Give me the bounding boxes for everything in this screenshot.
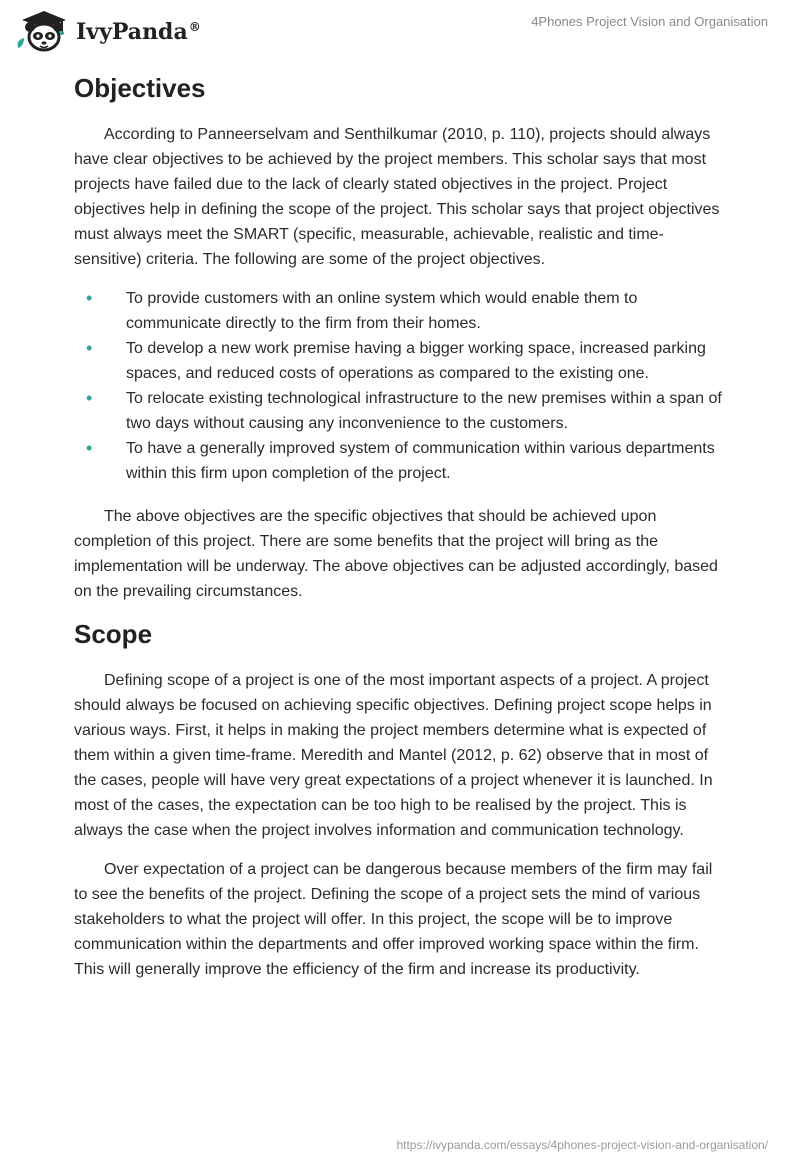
objectives-intro-paragraph: According to Panneerselvam and Senthilkumar (2010, p. 110), projects should always have clear objectives to be achieved by the project members. This scholar says that most projects have failed due to the lack of clearly stated objectives in the project. Project objectives help in defining the scope of the project. This scholar says that project objectives must always meet the SMART (specific, measurable, achievable, realistic and time-sensitive) criteria. The following are some of the project objectives. bbox=[74, 126, 720, 268]
bullet-icon: • bbox=[86, 288, 93, 308]
scope-section bbox=[74, 618, 724, 982]
article-body bbox=[74, 72, 724, 996]
source-url[interactable]: https://ivypanda.com/essays/4phones-project-vision-and-organisation/ bbox=[396, 1138, 768, 1152]
list-item: • To relocate existing technological infrastructure to the new premises within a span of two days without causing any inconvenience to the customers. bbox=[86, 388, 722, 432]
scope-paragraph-2: Over expectation of a project can be dangerous because members of the firm may fail to see the benefits of the project. Defining the scope of a project sets the mind of various stakeholders to what the project will offer. In this project, the scope will be to improve communication within the departments and offer improved working space within the firm. This will generally improve the efficiency of the firm and increase its productivity. bbox=[74, 861, 713, 978]
panda-graduate-icon bbox=[14, 8, 74, 54]
list-item: • To provide customers with an online system which would enable them to communicate directly to the firm from their homes. bbox=[86, 288, 638, 332]
document-title: 4Phones Project Vision and Organisation bbox=[531, 14, 768, 29]
brand-logo[interactable] bbox=[14, 8, 201, 54]
bullet-icon: • bbox=[86, 338, 93, 358]
bullet-icon: • bbox=[86, 388, 93, 408]
list-item: • To develop a new work premise having a bigger working space, increased parking spaces, and reduced costs of operations as compared to the existing one. bbox=[86, 338, 706, 382]
objectives-heading: Objectives bbox=[74, 73, 206, 103]
objectives-list bbox=[74, 286, 724, 486]
scope-heading: Scope bbox=[74, 619, 153, 649]
scope-paragraph-1: Defining scope of a project is one of the most important aspects of a project. A project should always be focused on achieving specific objectives. Defining project scope helps in various ways. First, it helps in making the project members determine what is expected of them within a given time-frame. Meredith and Mantel (2012, p. 62) observe that in most of the cases, people will have very great expectations of a project whenever it is launched. In most of the cases, the expectation can be too high to be realised by the project. This is always the case when the project involves information and communication technology. bbox=[74, 672, 713, 839]
bullet-icon: • bbox=[86, 438, 93, 458]
objectives-closing-paragraph: The above objectives are the specific objectives that should be achieved upon completion of this project. There are some benefits that the project will bring as the implementation will be underway. The above objectives can be adjusted accordingly, based on the prevailing circumstances. bbox=[74, 508, 718, 600]
objectives-section bbox=[74, 72, 724, 604]
brand-name: IvyPanda® bbox=[76, 19, 201, 45]
page-header bbox=[0, 0, 800, 60]
list-item: • To have a generally improved system of communication within various departments within this firm upon completion of the project. bbox=[86, 438, 715, 482]
